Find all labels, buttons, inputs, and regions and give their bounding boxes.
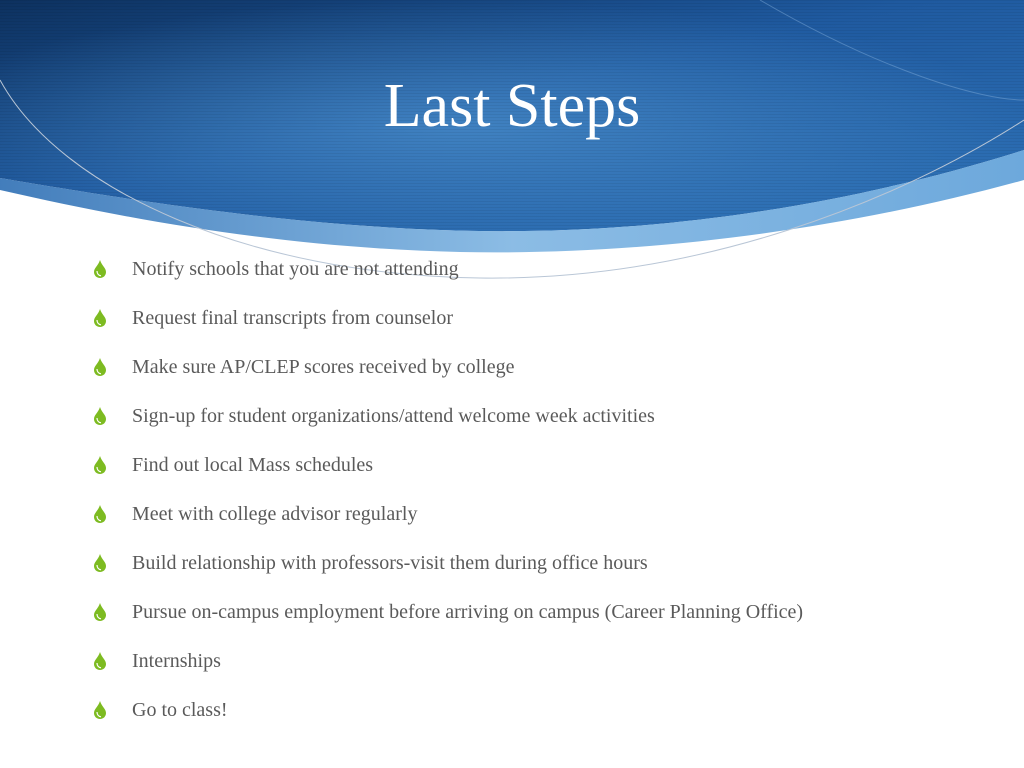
bullet-text: Find out local Mass schedules	[132, 453, 374, 476]
list-item	[92, 391, 972, 440]
bullet-text: Go to class!	[132, 698, 228, 721]
bullet-text: Request final transcripts from counselor	[132, 306, 454, 329]
bullet-list	[92, 244, 972, 734]
leaf-drop-icon	[92, 308, 108, 328]
leaf-drop-icon	[92, 357, 108, 377]
bullet-text: Meet with college advisor regularly	[132, 502, 418, 525]
bullet-text: Sign-up for student organizations/attend welcome week activities	[132, 404, 655, 427]
leaf-drop-icon	[92, 259, 108, 279]
bullet-text: Internships	[132, 649, 221, 672]
list-item	[92, 440, 972, 489]
leaf-drop-icon	[92, 455, 108, 475]
list-item	[92, 342, 972, 391]
list-item	[92, 293, 972, 342]
slide-title: Last Steps	[383, 72, 641, 140]
leaf-drop-icon	[92, 406, 108, 426]
list-item	[92, 538, 972, 587]
leaf-drop-icon	[92, 504, 108, 524]
leaf-drop-icon	[92, 553, 108, 573]
leaf-drop-icon	[92, 602, 108, 622]
list-item	[92, 636, 972, 685]
leaf-drop-icon	[92, 651, 108, 671]
list-item	[92, 685, 972, 734]
bullet-text: Make sure AP/CLEP scores received by college	[132, 355, 515, 378]
list-item	[92, 489, 972, 538]
list-item	[92, 587, 972, 636]
bullet-text: Build relationship with professors-visit them during office hours	[132, 551, 648, 574]
bullet-text: Pursue on-campus employment before arriving on campus (Career Planning Office)	[132, 600, 804, 623]
bullet-text: Notify schools that you are not attending	[132, 257, 459, 280]
leaf-drop-icon	[92, 700, 108, 720]
list-item	[92, 244, 972, 293]
